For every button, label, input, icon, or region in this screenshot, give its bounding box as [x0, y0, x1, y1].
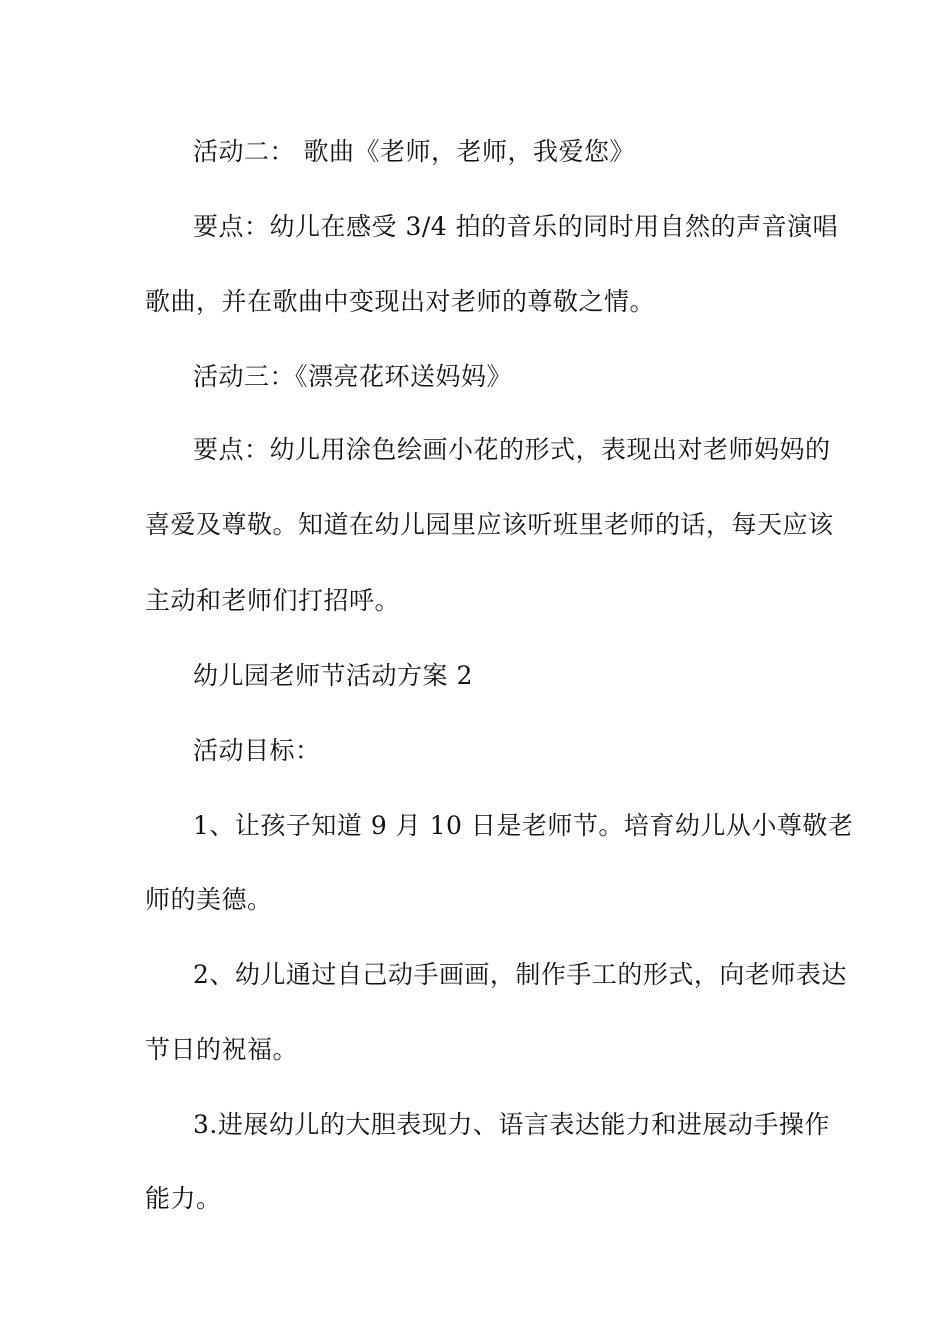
goal-one: 1、让孩子知道 9 月 10 日是老师节。培育幼儿从小尊敬老 [193, 811, 854, 840]
goals-heading: 活动目标： [193, 736, 321, 765]
goal-two-cont: 节日的祝福。 [145, 1035, 299, 1064]
activity-three-point-cont-1: 喜爱及尊敬。知道在幼儿园里应该听班里老师的话，每天应该 [145, 510, 834, 539]
activity-three-heading: 活动三：《漂亮花环送妈妈》 [193, 362, 513, 391]
activity-two-point-cont: 歌曲，并在歌曲中变现出对老师的尊敬之情。 [145, 287, 656, 316]
activity-three-point: 要点：幼儿用涂色绘画小花的形式，表现出对老师妈妈的 [193, 435, 831, 464]
goal-three: 3.进展幼儿的大胆表现力、语言表达能力和进展动手操作 [193, 1110, 830, 1139]
plan-two-title: 幼儿园老师节活动方案 2 [193, 661, 473, 690]
activity-three-point-cont-2: 主动和老师们打招呼。 [145, 586, 401, 615]
goal-two: 2、幼儿通过自己动手画画，制作手工的形式，向老师表达 [193, 960, 847, 989]
activity-two-heading: 活动二： 歌曲《老师，老师，我爱您》 [193, 137, 635, 166]
activity-two-point: 要点：幼儿在感受 3/4 拍的音乐的同时用自然的声音演唱 [193, 212, 839, 241]
goal-three-cont: 能力。 [145, 1184, 222, 1213]
goal-one-cont: 师的美德。 [145, 885, 273, 914]
